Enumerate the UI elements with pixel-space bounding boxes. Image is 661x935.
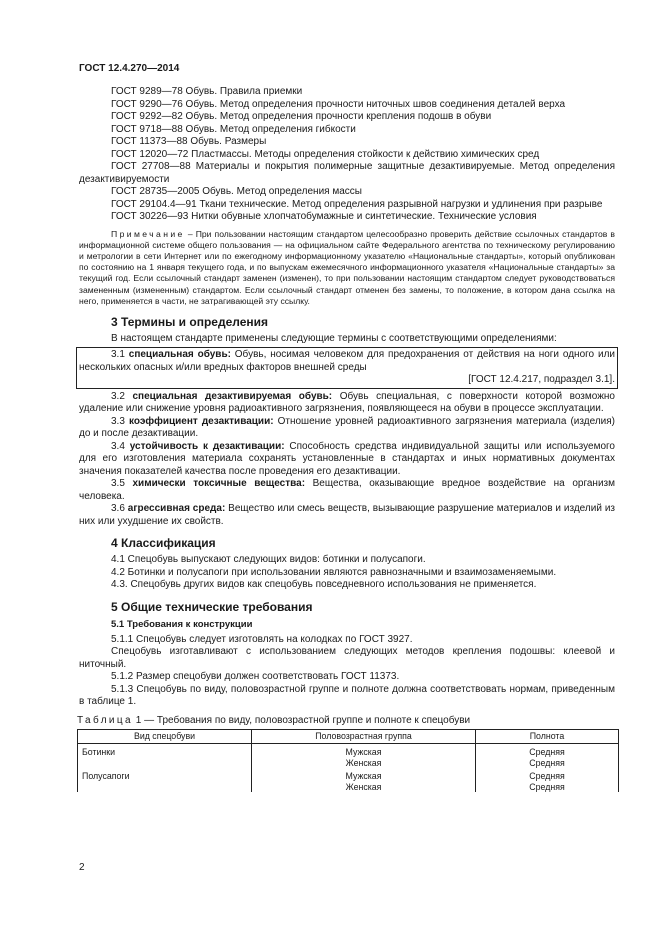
term-name: устойчивость к дезактивации: — [129, 440, 285, 452]
reference-item: ГОСТ 9290—76 Обувь. Метод определения прочности ниточных швов соединения деталей верха — [111, 98, 566, 110]
clause-4-2: 4.2 Ботинки и полусапоги при использовании являются равнозначными и взаимозаменяемыми. — [111, 566, 557, 578]
term-number: 3.5 — [111, 478, 133, 490]
clause-4-1: 4.1 Спецобувь выпускают следующих видов: ботинки и полусапоги. — [111, 554, 426, 566]
term-definition: Вещества, оказывающие вредное воздействие на организм человека. — [79, 478, 615, 502]
term-name: химически токсичные вещества: — [132, 478, 306, 490]
term-source: [ГОСТ 12.4.217, подраздел 3.1]. — [468, 374, 615, 386]
term-number: 3.1 — [111, 349, 129, 361]
reference-item: ГОСТ 27708—88 Материалы и покрытия полимерные защитные дезактивируемые. Метод определения дезактивируемости — [79, 161, 615, 185]
table-cell: Мужская — [252, 768, 476, 782]
term-number: 3.2 — [111, 390, 133, 402]
term-name: специальная обувь: — [128, 349, 231, 361]
term-3-4 — [79, 441, 615, 479]
table-cell: Ботинки — [78, 744, 252, 758]
clause-5-1-1: 5.1.1 Спецобувь следует изготовлять на колодках по ГОСТ 3927. — [111, 633, 413, 645]
term-definition: Обувь специальная, с поверхности которой возможно удаление или снижение уровня радиоактивного загрязнения, появляющееся на обуви в процессе эксплуатации. — [79, 390, 615, 415]
term-definition: Способность средства индивидуальной защиты или используемого для его изготовления материала сохранять установленные в стандартах и иных нормативных документах значения показателей качества после проведения его дезактивации. — [79, 440, 615, 477]
note-text: – При пользовании настоящим стандартом целесообразно проверить действие ссылочных стандартов в информационной системе общего пользования — на официальном сайте Федерального агентства по техническому регулированию и метрологии в сети Интернет или по ежегодному информационному указателю «Национальные стандарты», который опубликован по состоянию на 1 января текущего года, и по выпускам ежемесячного информационного указателя «Национальные стандарты» за текущий год. Если ссылочный стандарт заменен (изменен), то при пользовании настоящим стандартом следует руководствоваться замененным (измененным) стандартом. Если ссылочный стандарт отменен без замены, то положение, в котором дана ссылка на него, применяется в части, не затрагивающей эту ссылку. — [79, 228, 615, 306]
table-row — [78, 768, 619, 782]
table-row — [78, 782, 619, 793]
term-name: коэффициент дезактивации: — [128, 415, 274, 427]
requirements-table — [77, 729, 619, 792]
section-heading-5: 5 Общие технические требования — [111, 599, 313, 614]
term-3-1 — [79, 349, 615, 374]
table-cell — [78, 758, 252, 769]
term-name: специальная дезактивируемая обувь: — [132, 390, 333, 402]
note-paragraph — [79, 229, 615, 307]
column-header-width: Полнота — [476, 730, 619, 744]
clause-5-1-2: 5.1.2 Размер спецобуви должен соответствовать ГОСТ 11373. — [111, 671, 400, 683]
term-definition: Вещество или смесь веществ, вызывающие разрушение материалов и изделий из них или ухудшение их свойств. — [79, 503, 615, 527]
term-definition: Отношение уровней радиоактивного загрязнения материала (изделия) до и после дезактивации. — [79, 415, 615, 440]
document-body — [79, 86, 615, 792]
note-label: Примечание — [111, 228, 185, 239]
table-caption — [77, 715, 615, 728]
section-3-intro: В настоящем стандарте применены следующие термины с соответствующими определениями: — [111, 332, 557, 344]
section-heading-3: 3 Термины и определения — [111, 314, 269, 329]
term-number: 3.3 — [111, 415, 129, 427]
reference-item: ГОСТ 29104.4—91 Ткани технические. Метод определения разрывной нагрузки и удлинения при разрыве — [111, 198, 603, 210]
reference-item: ГОСТ 9289—78 Обувь. Правила приемки — [111, 86, 303, 97]
normative-references — [79, 86, 615, 224]
table-cell: Средняя — [476, 758, 619, 769]
page-number: 2 — [79, 862, 85, 873]
term-number: 3.4 — [111, 440, 130, 452]
table-cell: Женская — [252, 782, 476, 793]
reference-item: ГОСТ 30226—93 Нитки обувные хлопчатобумажные и синтетические. Технические условия — [111, 211, 537, 222]
term-3-5 — [79, 478, 615, 503]
table-row — [78, 758, 619, 769]
reference-item: ГОСТ 9292—82 Обувь. Метод определения прочности крепления подошв в обуви — [111, 111, 492, 122]
column-header-group: Половозрастная группа — [252, 730, 476, 744]
table-cell: Средняя — [476, 782, 619, 793]
reference-item: ГОСТ 12020—72 Пластмассы. Методы определения стойкости к действию химических сред — [111, 148, 540, 160]
section-heading-4: 4 Классификация — [111, 536, 216, 551]
reference-item: ГОСТ 28735—2005 Обувь. Метод определения массы — [111, 186, 362, 197]
table-cell: Средняя — [476, 744, 619, 758]
term-3-6 — [79, 503, 615, 528]
term-name: агрессивная среда: — [127, 503, 226, 515]
document-header: ГОСТ 12.4.270—2014 — [79, 63, 180, 74]
term-3-3 — [79, 416, 615, 441]
reference-item: ГОСТ 9718—88 Обувь. Метод определения гибкости — [111, 123, 356, 135]
term-3-1-box — [76, 347, 618, 389]
column-header-type: Вид спецобуви — [78, 730, 252, 744]
table-cell: Мужская — [252, 744, 476, 758]
table-caption-text: 1 — Требования по виду, половозрастной группе и полноте к спецобуви — [133, 714, 471, 726]
table-cell: Средняя — [476, 768, 619, 782]
clause-5-1-1-methods: Спецобувь изготавливают с использованием следующих методов крепления подошвы: клеевой и ниточный. — [79, 646, 615, 670]
reference-item: ГОСТ 11373—88 Обувь. Размеры — [111, 136, 267, 147]
table-row — [78, 744, 619, 758]
term-3-2 — [79, 391, 615, 416]
term-number: 3.6 — [111, 503, 128, 515]
table-cell: Женская — [252, 758, 476, 769]
clause-4-3: 4.3. Спецобувь других видов как спецобувь повседневного использования не применяется. — [111, 579, 537, 591]
table-caption-label: Таблица — [77, 714, 134, 726]
subsection-heading-5-1: 5.1 Требования к конструкции — [111, 618, 253, 630]
table-header-row — [78, 730, 619, 744]
table-cell: Полусапоги — [78, 768, 252, 782]
clause-5-1-3: 5.1.3 Спецобувь по виду, половозрастной группе и полноте должна соответствовать нормам, приведенным в таблице 1. — [79, 683, 615, 708]
term-definition: Обувь, носимая человеком для предохранения от действия на ноги одного или нескольких опасных и/или вредных факторов внешней среды — [79, 349, 615, 373]
table-cell — [78, 782, 252, 793]
